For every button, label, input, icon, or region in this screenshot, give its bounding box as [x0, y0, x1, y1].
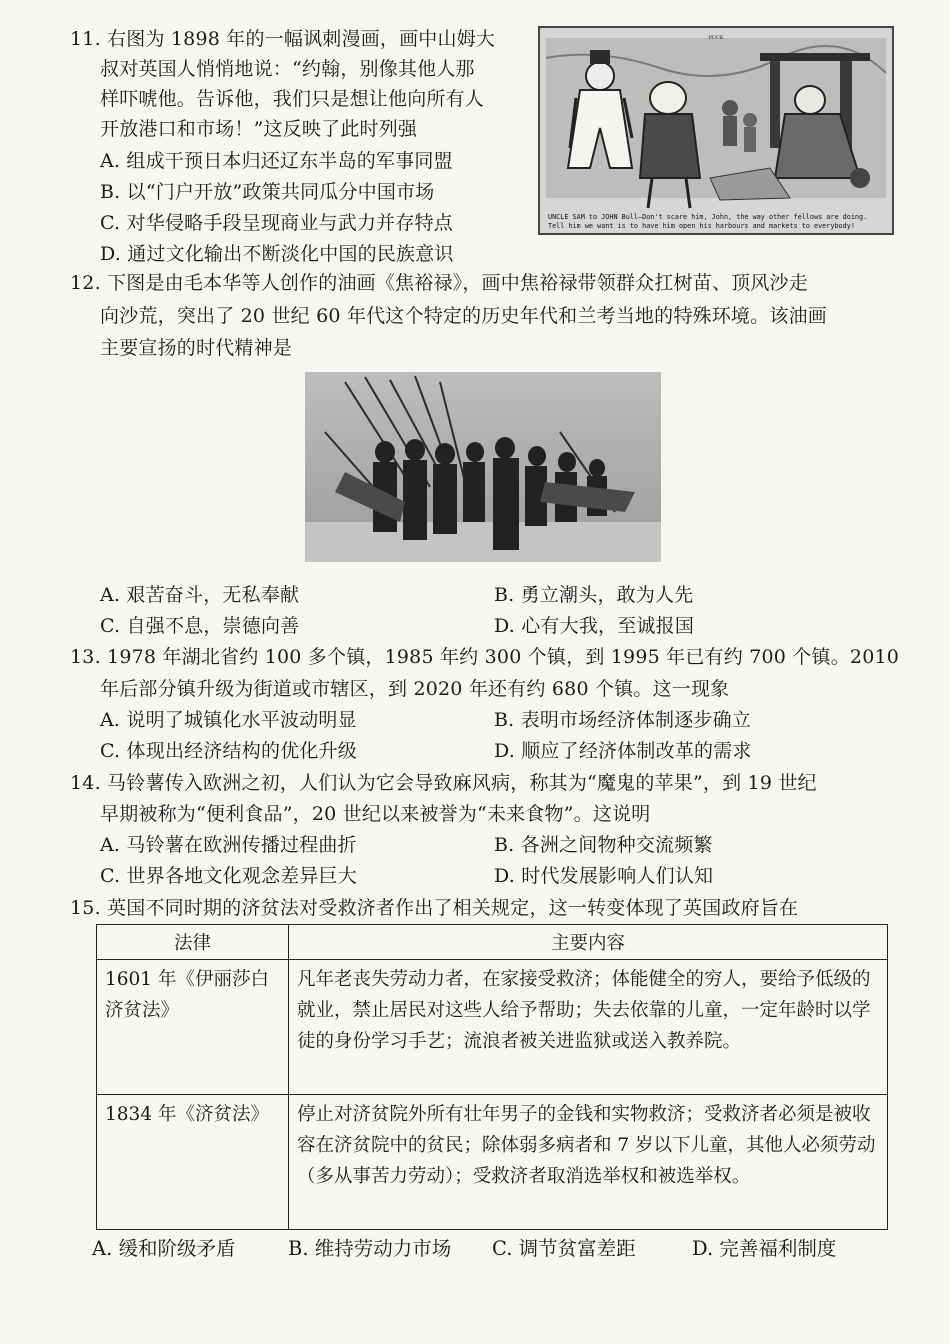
- q11-stem-line-3: 样吓唬他。告诉他，我们只是想让他向所有人: [100, 88, 485, 110]
- q12-option-d: D. 心有大我，至诚报国: [494, 615, 695, 637]
- q11-option-a: A. 组成干预日本归还辽东半岛的军事同盟: [100, 150, 453, 172]
- q15-option-c: C. 调节贫富差距: [492, 1237, 636, 1260]
- law-content-cell: 停止对济贫院外所有壮年男子的金钱和实物救济；受救济者必须是被收容在济贫院中的贫民；除体弱多病者和 7 岁以下儿童，其他人必须劳动（多从事苦力劳动）；受救济者取消选举权和被选举权。: [289, 1095, 888, 1230]
- q15-option-d: D. 完善福利制度: [692, 1237, 837, 1260]
- table-header-law: 法律: [97, 925, 289, 960]
- cartoon-header: PUCK: [708, 35, 724, 41]
- q11-stem-line-1: 11. 右图为 1898 年的一幅讽刺漫画，画中山姆大: [70, 28, 496, 50]
- painting-illustration: [305, 372, 661, 562]
- satirical-cartoon-1898: [538, 26, 894, 235]
- q13-option-b: B. 表明市场经济体制逐步确立: [494, 709, 752, 731]
- q13-stem-line-1: 13. 1978 年湖北省约 100 多个镇，1985 年约 300 个镇，到 1995 年已有约 700 个镇。2010: [70, 646, 900, 668]
- q12-option-c: C. 自强不息，崇德向善: [100, 615, 300, 637]
- q14-stem-line-2: 早期被称为“便利食品”，20 世纪以来被誉为“未来食物”。这说明: [100, 803, 651, 825]
- q13-stem-line-2: 年后部分镇升级为街道或市辖区，到 2020 年还有约 680 个镇。这一现象: [100, 678, 730, 700]
- q11-stem-line-4: 开放港口和市场！”这反映了此时列强: [100, 118, 418, 140]
- cartoon-caption-line-1: UNCLE SAM to JOHN Bull—Don't scare him, John, the way other fellows are doing.: [548, 213, 868, 221]
- q12-option-a: A. 艰苦奋斗，无私奉献: [100, 584, 300, 606]
- poor-law-table: [96, 924, 888, 1230]
- law-name-cell: 1834 年《济贫法》: [97, 1095, 289, 1230]
- jiao-yulu-oil-painting: [305, 372, 661, 562]
- q11-stem-line-2: 叔对英国人悄悄地说：“约翰，别像其他人那: [100, 58, 475, 80]
- law-content-cell: 凡年老丧失劳动力者，在家接受救济；体能健全的穷人，要给予低级的就业，禁止居民对这些人给予帮助；失去依靠的儿童，一定年龄时以学徒的身份学习手艺；流浪者被关进监狱或送入教养院。: [289, 960, 888, 1095]
- q14-option-a: A. 马铃薯在欧洲传播过程曲折: [100, 834, 357, 856]
- law-name-cell: 1601 年《伊丽莎白济贫法》: [97, 960, 289, 1095]
- q12-stem-line-1: 12. 下图是由毛本华等人创作的油画《焦裕禄》，画中焦裕禄带领群众扛树苗、顶风沙走: [70, 272, 808, 294]
- q13-option-c: C. 体现出经济结构的优化升级: [100, 740, 357, 762]
- q14-option-c: C. 世界各地文化观念差异巨大: [100, 865, 357, 887]
- q14-option-b: B. 各洲之间物种交流频繁: [494, 834, 713, 856]
- q11-option-d: D. 通过文化输出不断淡化中国的民族意识: [100, 243, 454, 265]
- table-row: [97, 960, 888, 1095]
- q15-option-b: B. 维持劳动力市场: [288, 1237, 452, 1260]
- q11-option-b: B. 以“门户开放”政策共同瓜分中国市场: [100, 181, 435, 203]
- q14-stem-line-1: 14. 马铃薯传入欧洲之初，人们认为它会导致麻风病，称其为“魔鬼的苹果”，到 19 世纪: [70, 772, 817, 794]
- cartoon-caption-line-2: Tell him we want is to have him open his harbours and markets to everybody!: [548, 222, 855, 230]
- cartoon-caption: [548, 213, 867, 231]
- q12-stem-line-3: 主要宣扬的时代精神是: [100, 337, 293, 359]
- q11-option-c: C. 对华侵略手段呈现商业与武力并存特点: [100, 212, 453, 234]
- table-header-content: 主要内容: [289, 925, 888, 960]
- table-row: [97, 1095, 888, 1230]
- q13-option-a: A. 说明了城镇化水平波动明显: [100, 709, 357, 731]
- q15-stem: 15. 英国不同时期的济贫法对受救济者作出了相关规定，这一转变体现了英国政府旨在: [70, 897, 799, 919]
- q15-option-a: A. 缓和阶级矛盾: [92, 1237, 236, 1260]
- q12-stem-line-2: 向沙荒，突出了 20 世纪 60 年代这个特定的历史年代和兰考当地的特殊环境。该油画: [100, 305, 827, 327]
- cartoon-illustration: [540, 28, 892, 233]
- q14-option-d: D. 时代发展影响人们认知: [494, 865, 714, 887]
- table-header-row: [97, 925, 888, 960]
- q12-option-b: B. 勇立潮头，敢为人先: [494, 584, 694, 606]
- q13-option-d: D. 顺应了经济体制改革的需求: [494, 740, 752, 762]
